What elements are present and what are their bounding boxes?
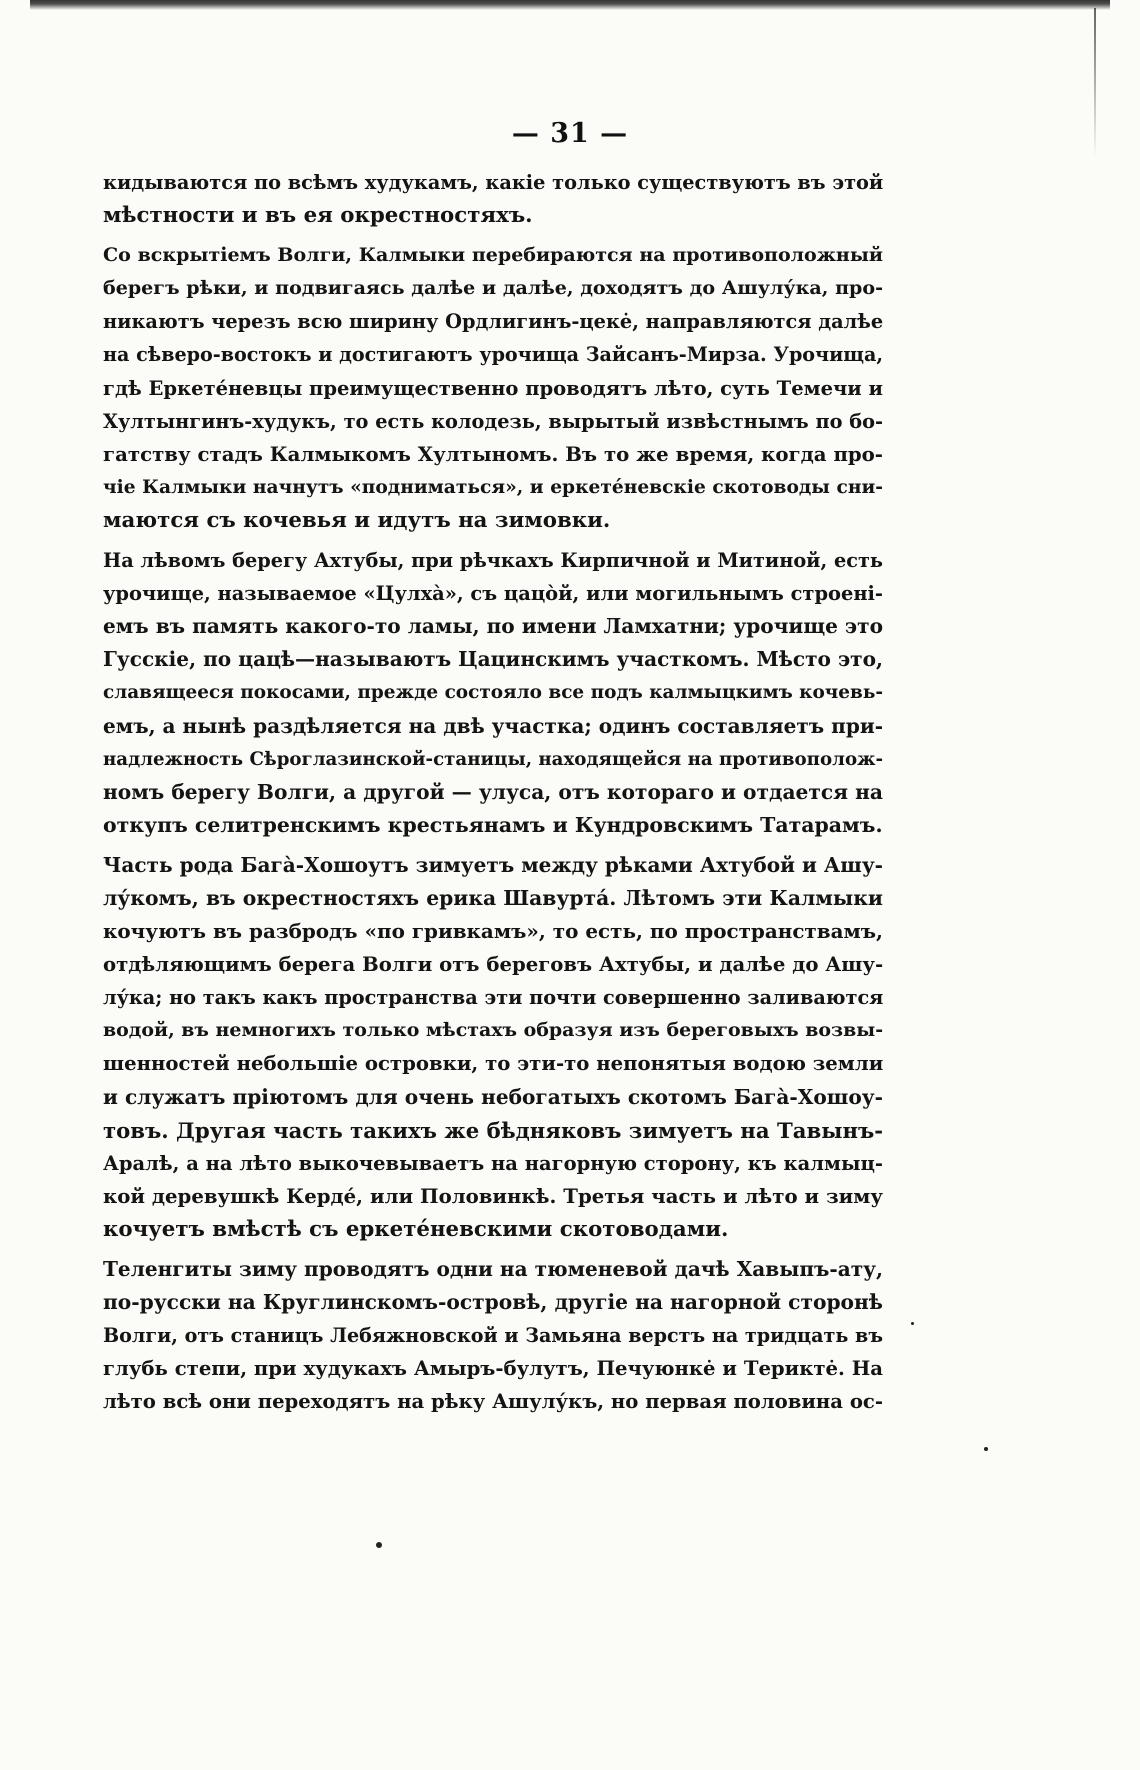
text-line: товъ. Другая часть такихъ же бѣдняковъ зимуетъ на Тавынъ- — [103, 1117, 883, 1143]
text-line: Теленгиты зиму проводятъ одни на тюменевой дачѣ Хавыпъ-ату, — [103, 1257, 883, 1281]
text-line: мѣстности и въ ея окрестностяхъ. — [103, 203, 533, 229]
text-line: берегъ рѣки, и подвигаясь далѣе и далѣе, доходятъ до Ашулу́ка, про- — [103, 277, 883, 300]
text-line: маются съ кочевья и идутъ на зимовки. — [103, 507, 611, 533]
text-line: Гусскіе, по цацѣ—называютъ Цацинскимъ участкомъ. Мѣсто это, — [103, 647, 883, 672]
ink-speck — [911, 1322, 914, 1325]
text-line: гдѣ Еркете́невцы преимущественно проводятъ лѣто, суть Темечи и — [103, 376, 883, 400]
text-line: урочище, называемое «Цулха̀», съ цацо̀й, или могильнымъ строені- — [103, 582, 883, 606]
paragraph-2 — [103, 239, 883, 537]
top-scan-edge — [30, 0, 1110, 10]
text-line: Волги, отъ станицъ Лебяжновской и Замьяна верстъ на тридцать въ — [103, 1324, 883, 1348]
ink-speck — [376, 1542, 382, 1548]
text-line: лу́комъ, въ окрестностяхъ ерика Шавурта́. Лѣтомъ эти Калмыки — [103, 885, 883, 910]
text-line: надлежность Сѣроглазинской-станицы, находящейся на противополож- — [103, 748, 883, 770]
text-line: кидываются по всѣмъ худукамъ, какіе только существуютъ въ этой — [103, 171, 883, 194]
paragraph-5 — [103, 1253, 883, 1418]
text-line: водой, въ немногихъ только мѣстахъ образуя изъ береговыхъ возвы- — [103, 1019, 883, 1042]
text-line: и служатъ пріютомъ для очень небогатыхъ скотомъ Бага̀-Хошоу- — [103, 1084, 883, 1109]
text-line: на сѣверо-востокъ и достигаютъ урочища Зайсанъ-Мирза. Урочища, — [103, 343, 883, 367]
text-line: лу́ка; но такъ какъ пространства эти почти совершенно заливаются — [103, 986, 883, 1010]
text-line: лѣто всѣ они переходятъ на рѣку Ашулу́къ, но первая половина ос- — [103, 1390, 883, 1414]
paragraph-3 — [103, 544, 883, 842]
text-line: глубь степи, при худукахъ Амыръ-булутъ, Печуюнке̇ и Терикте̇. На — [103, 1357, 883, 1381]
paragraph-4 — [103, 849, 883, 1246]
text-line: чіе Калмыки начнутъ «подниматься», и еркете́невскіе скотоводы сни- — [103, 476, 883, 498]
text-line: славящееся покосами, прежде состояло все подъ калмыцкимъ кочевь- — [103, 682, 883, 704]
text-line: откупъ селитренскимъ крестьянамъ и Кундровскимъ Татарамъ. — [103, 812, 883, 837]
text-line: кочуетъ вмѣстѣ съ еркете́невскими скотоводами. — [103, 1216, 729, 1242]
ink-speck — [984, 1447, 988, 1451]
page-number: — 31 — — [511, 118, 629, 149]
paragraph-1 — [103, 166, 883, 232]
text-line: по-русски на Круглинскомъ-островѣ, другіе на нагорной сторонѣ — [103, 1290, 883, 1315]
text-line: отдѣляющимъ берега Волги отъ береговъ Ахтубы, и далѣе до Ашу- — [103, 953, 883, 977]
text-line: емъ въ память какого-то ламы, по имени Ламхатни; урочище это — [103, 614, 883, 639]
text-line: кочуютъ въ разбродъ «по гривкамъ», то есть, по пространствамъ, — [103, 919, 883, 944]
text-line: Часть рода Бага̀-Хошоутъ зимуетъ между рѣками Ахтубой и Ашу- — [103, 852, 883, 877]
text-line: никаютъ черезъ всю ширину Ордлигинъ-цеке̇, направляются далѣе — [103, 310, 883, 334]
text-line: Аралѣ, а на лѣто выкочевываетъ на нагорную сторону, къ калмыц- — [103, 1151, 883, 1175]
text-line: шенностей небольшіе островки, то эти-то непонятыя водою земли — [103, 1052, 883, 1076]
body-text — [103, 166, 883, 1418]
text-line: Хултынгинъ-худукъ, то есть колодезь, вырытый извѣстнымъ по бо- — [103, 409, 883, 433]
text-line: Со вскрытіемъ Волги, Калмыки перебираются на противоположный — [103, 244, 883, 267]
text-line: номъ берегу Волги, а другой — улуса, отъ котораго и отдается на — [103, 779, 883, 804]
text-line: емъ, а нынѣ раздѣляется на двѣ участка; одинъ составляетъ при- — [103, 713, 883, 738]
text-line: гатству стадъ Калмыкомъ Хултыномъ. Въ то же время, когда про- — [103, 441, 883, 466]
text-line: кой деревушкѣ Керде́, или Половинкѣ. Третья часть и лѣто и зиму — [103, 1184, 883, 1208]
text-line: На лѣвомъ берегу Ахтубы, при рѣчкахъ Кирпичной и Митиной, есть — [103, 549, 883, 573]
